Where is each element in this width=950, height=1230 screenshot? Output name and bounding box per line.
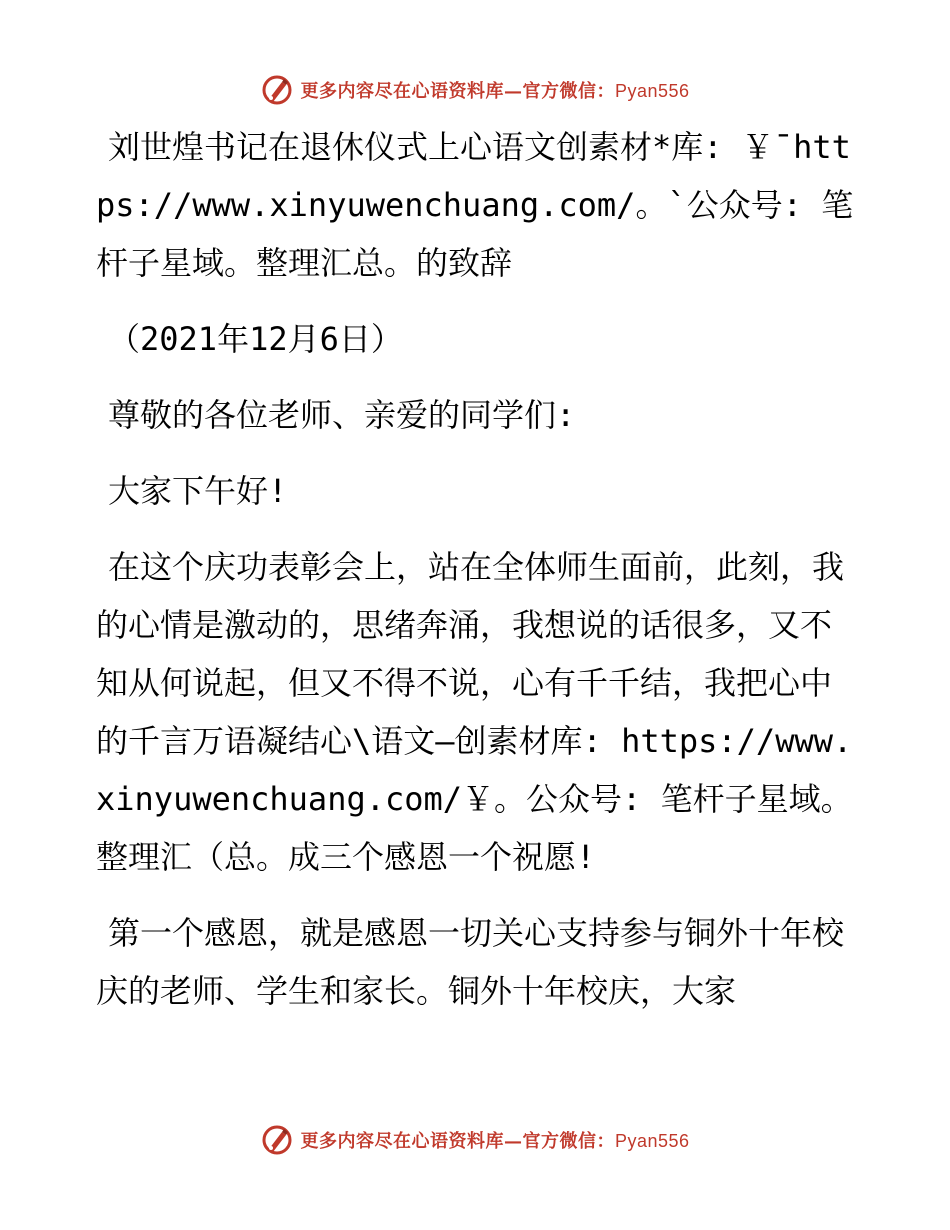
header-banner-inner xyxy=(260,73,689,107)
footer-banner-inner xyxy=(260,1123,689,1157)
document-paragraph-2: 第一个感恩，就是感恩一切关心支持参与铜外十年校庆的老师、学生和家长。铜外十年校庆，大家 xyxy=(96,914,845,1010)
footer-banner-text: 更多内容尽在心语资料库—官方微信：Pyan556 xyxy=(300,1131,690,1152)
header-banner-wechat-id: Pyan556 xyxy=(614,81,690,101)
document-paragraph-1: 在这个庆功表彰会上，站在全体师生面前，此刻，我的心情是激动的，思绪奔涌，我想说的话很多，又不知从何说起，但又不得不说，心有千千结，我把心中的千言万语凝结心\语文—创素材库: https://www.xinyuwenchuang.com/￥。公众号: 笔杆子星域。整理汇（总。成三个感恩一个祝愿! xyxy=(96,548,853,876)
header-banner-text: 更多内容尽在心语资料库—官方微信：Pyan556 xyxy=(300,81,690,102)
pen-logo-icon xyxy=(260,73,294,107)
footer-banner-wechat-id: Pyan556 xyxy=(614,1131,690,1151)
document-salutation: 大家下午好! xyxy=(108,472,288,510)
footer-banner xyxy=(0,1120,950,1160)
document-title-line: 刘世煌书记在退休仪式上心语文创素材*库: ￥¯https://www.xinyuwenchuang.com/。`公众号: 笔杆子星域。整理汇总。的致辞 xyxy=(96,128,854,282)
header-banner xyxy=(0,70,950,110)
document-greeting: 尊敬的各位老师、亲爱的同学们: xyxy=(108,396,576,434)
document-body xyxy=(96,118,856,1038)
document-date: （2021年12月6日） xyxy=(108,320,403,358)
pen-logo-icon xyxy=(260,1123,294,1157)
